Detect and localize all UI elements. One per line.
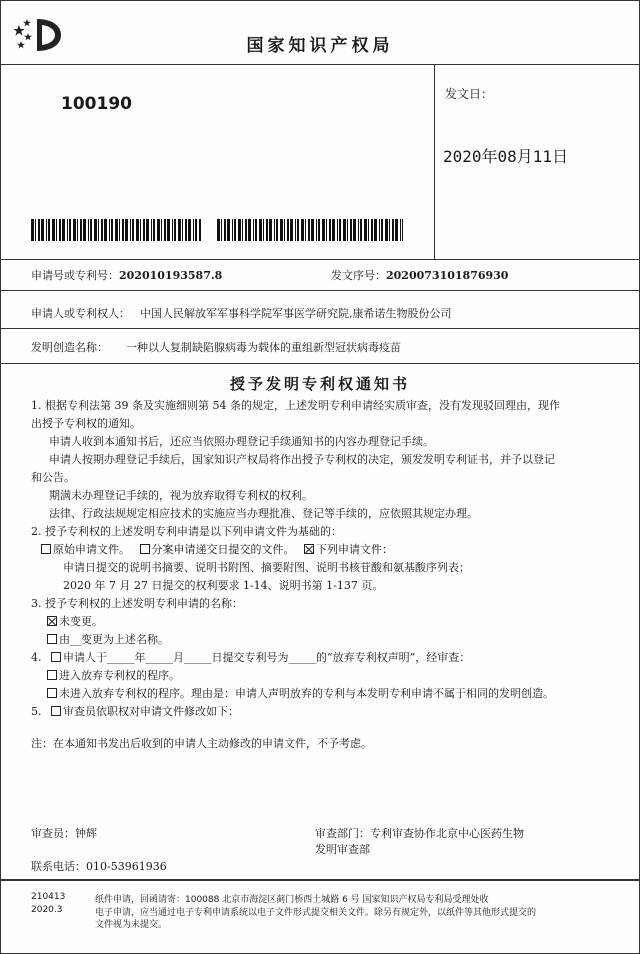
para-1-sub-3: 期满未办理登记手续的，视为放弃取得专利权的权利。 — [49, 489, 313, 502]
para-1-sub-2-line-1: 申请人按期办理登记手续后，国家知识产权局将作出授予专利权的决定，颁发发明专利证书，并予以登记 — [49, 453, 555, 466]
phone: 联系电话：010-53961936 — [31, 860, 167, 873]
date-value: 2020年08月11日 — [443, 147, 569, 166]
divider — [1, 879, 639, 881]
para-2-options — [41, 541, 393, 557]
agency-name: 国家知识产权局 — [246, 36, 394, 56]
divider — [1, 328, 639, 329]
footer-line-3: 文件视为未提交。 — [95, 920, 168, 930]
para-number: 5. — [31, 705, 42, 718]
barcode-icon — [217, 219, 403, 241]
checkbox-following-files[interactable] — [304, 544, 314, 554]
doc-no-value: 2020073101876930 — [386, 269, 509, 282]
para-3-title: 3. 授予专利权的上述发明专利申请的名称： — [31, 597, 243, 610]
option-label: 未进入放弃专利权的程序。理由是：申请人声明放弃的专利与本发明专利申请不属于相同的发明创造。 — [59, 687, 554, 700]
examiner: 审查员：钟辉 — [31, 827, 97, 840]
option-label: 分案申请递交日提交的文件。 — [151, 543, 295, 556]
para-5-text: 审查员依职权对申请文件修改如下： — [63, 705, 239, 718]
checkbox-not-enter-abandon[interactable] — [47, 688, 57, 698]
footer-line-1: 纸件申请，回函请寄：100088 北京市海淀区蓟门桥西土城路 6 号 国家知识产权局专利局受理处收 — [95, 895, 489, 905]
para-3-opt-2 — [47, 631, 169, 647]
para-5 — [31, 703, 239, 719]
para-1-sub-4: 法律、行政法规规定相应技术的实施应当办理批准、登记等手续的，应依照其规定办理。 — [49, 507, 478, 520]
department-line-1: 审查部门：专利审查协作北京中心医药生物 — [315, 827, 524, 840]
divider — [1, 259, 639, 260]
note: 注：在本通知书发出后收到的申请人主动修改的申请文件，不予考虑。 — [31, 737, 372, 750]
para-2-title: 2. 授予专利权的上述发明专利申请是以下列申请文件为基础的： — [31, 525, 342, 538]
app-no-value: 202010193587.8 — [119, 269, 223, 282]
checkbox-original-files[interactable] — [41, 544, 51, 554]
postal-code: 100190 — [61, 94, 132, 114]
option-label: 未变更。 — [59, 615, 103, 628]
applicant-value: 中国人民解放军军事科学院军事医学研究院,康希诺生物股份公司 — [140, 307, 452, 320]
checkbox-examiner-amend[interactable] — [51, 706, 61, 716]
checkbox-abandon-declaration[interactable] — [51, 652, 61, 662]
date-label: 发文日： — [445, 87, 494, 101]
invention-value: 一种以人复制缺陷腺病毒为载体的重组新型冠状病毒疫苗 — [126, 341, 401, 354]
divider — [1, 64, 639, 65]
para-2-detail-2: 2020 年 7 月 27 日提交的权利要求 1-14、说明书第 1-137 页。 — [63, 579, 384, 592]
footer-code-1: 210413 — [31, 892, 66, 902]
option-label: 由__变更为上述名称。 — [59, 633, 169, 646]
para-1-line-1: 1. 根据专利法第 39 条及实施细则第 54 条的规定，上述发明专利申请经实质审查，没有发现驳回理由，现作 — [31, 399, 560, 412]
para-1-line-2: 出授予专利权的通知。 — [31, 417, 141, 430]
doc-no-label: 发文序号： — [331, 269, 386, 282]
para-4 — [31, 649, 470, 665]
app-no-label: 申请号或专利号： — [31, 269, 119, 282]
divider — [1, 290, 639, 291]
checkbox-renamed[interactable] — [47, 634, 57, 644]
para-2-detail-1: 申请日提交的说明书摘要、说明书附图、摘要附图、说明书核苷酸和氨基酸序列表； — [63, 561, 470, 574]
checkbox-divisional-files[interactable] — [140, 544, 150, 554]
applicant-label: 申请人或专利权人： — [31, 307, 130, 320]
para-4-text: 申请人于_____年_____月_____日提交专利号为_____的“放弃专利权声明”，经审查： — [63, 651, 471, 664]
para-4-opt-1 — [47, 667, 180, 683]
invention-label: 发明创造名称： — [31, 341, 108, 354]
footer-line-2: 电子申请，应当通过电子专利申请系统以电子文件形式提交相关文件。除另有规定外，以纸件等其他形式提交的 — [95, 908, 537, 918]
option-label: 进入放弃专利权的程序。 — [59, 669, 180, 682]
notice-title: 授予发明专利权通知书 — [229, 375, 410, 393]
para-number: 4. — [31, 651, 42, 664]
footer-code-2: 2020.3 — [31, 905, 63, 915]
barcode-icon — [31, 219, 201, 241]
divider — [434, 64, 435, 259]
checkbox-enter-abandon[interactable] — [47, 670, 57, 680]
department-line-2: 发明审查部 — [315, 843, 370, 856]
para-4-opt-2 — [47, 685, 554, 701]
para-1-sub-2-line-2: 和公告。 — [31, 471, 75, 484]
option-label: 原始申请文件。 — [53, 543, 130, 556]
para-3-opt-1 — [47, 613, 103, 629]
option-label: 下列申请文件： — [316, 543, 393, 556]
divider — [1, 363, 639, 364]
checkbox-unchanged[interactable] — [47, 616, 57, 626]
para-1-sub-1: 申请人收到本通知书后，还应当依照办理登记手续通知书的内容办理登记手续。 — [49, 435, 434, 448]
